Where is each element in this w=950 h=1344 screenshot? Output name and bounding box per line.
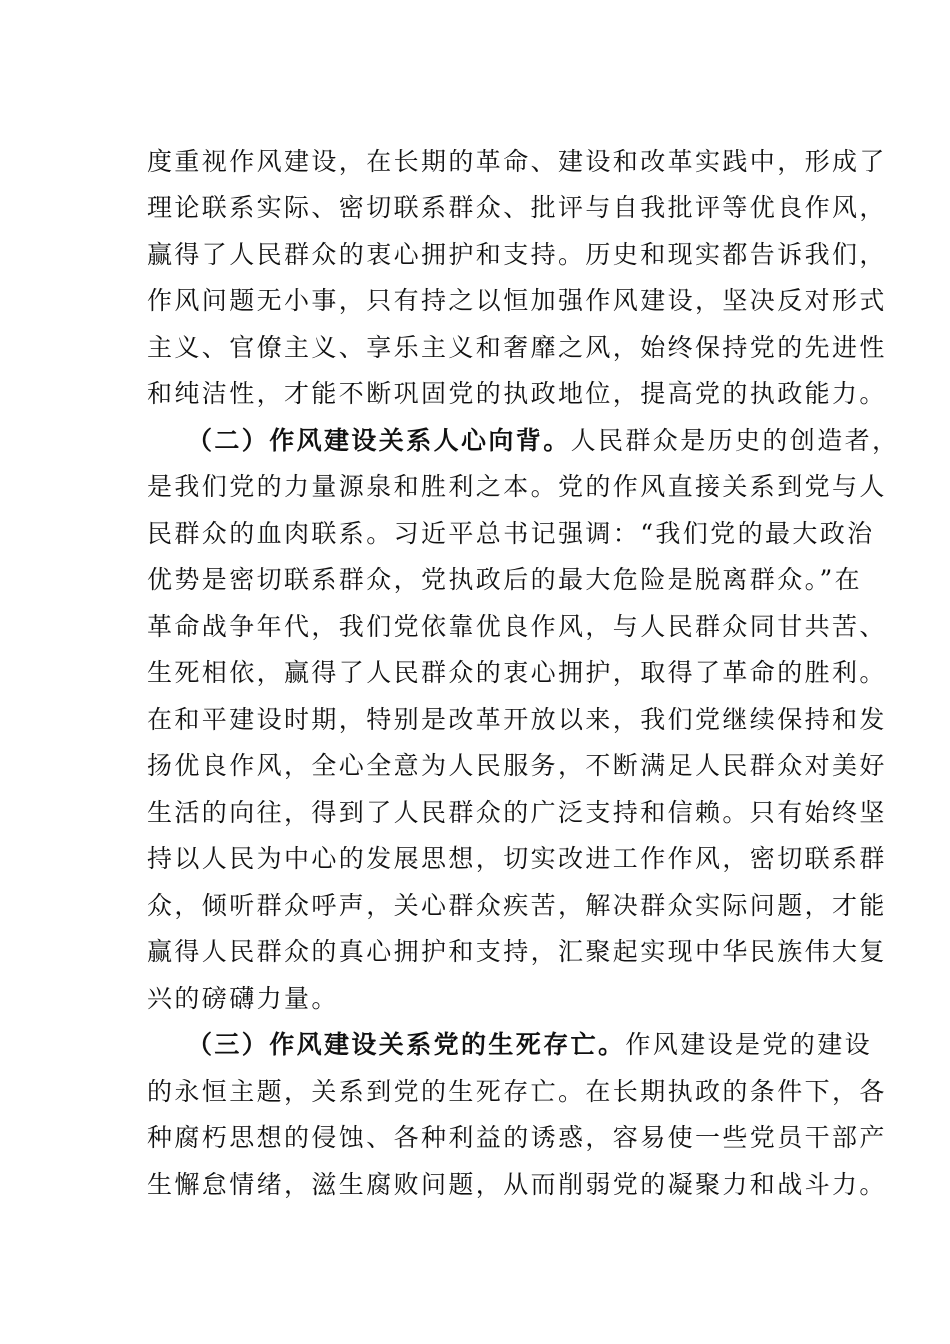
paragraph-2-line-5: 革命战争年代，我们党依靠优良作风，与人民群众同甘共苦、 <box>147 612 887 641</box>
paragraph-3-line-4: 生懈怠情绪，滋生腐败问题，从而削弱党的凝聚力和战斗力。 <box>147 1170 887 1199</box>
paragraph-2-line-7: 在和平建设时期，特别是改革开放以来，我们党继续保持和发 <box>147 705 887 734</box>
paragraph-2-line-11: 众，倾听群众呼声，关心群众疾苦，解决群众实际问题，才能 <box>147 891 887 920</box>
paragraph-2-line-6: 生死相依，赢得了人民群众的衷心拥护，取得了革命的胜利。 <box>147 658 887 687</box>
section-heading-2: （二）作风建设关系人心向背。 <box>187 426 571 455</box>
section-heading-3: （三）作风建设关系党的生死存亡。 <box>187 1030 626 1059</box>
paragraph-1-line-1: 度重视作风建设，在长期的革命、建设和改革实践中，形成了 <box>147 147 887 176</box>
paragraph-1-line-2: 理论联系实际、密切联系群众、批评与自我批评等优良作风， <box>147 193 887 222</box>
paragraph-2-line-3: 民群众的血肉联系。习近平总书记强调：“我们党的最大政治 <box>147 519 875 548</box>
paragraph-2-line-10: 持以人民为中心的发展思想，切实改进工作作风，密切联系群 <box>147 844 887 873</box>
paragraph-3-line-2: 的永恒主题，关系到党的生死存亡。在长期执政的条件下，各 <box>147 1077 887 1106</box>
paragraph-1-line-6: 和纯洁性，才能不断巩固党的执政地位，提高党的执政能力。 <box>147 379 887 408</box>
paragraph-2-line-12: 赢得人民群众的真心拥护和支持，汇聚起实现中华民族伟大复 <box>147 937 887 966</box>
paragraph-3-first-line <box>187 1022 873 1068</box>
paragraph-1-line-4: 作风问题无小事，只有持之以恒加强作风建设，坚决反对形式 <box>147 286 887 315</box>
paragraph-3-line-3: 种腐朽思想的侵蚀、各种利益的诱惑，容易使一些党员干部产 <box>147 1123 887 1152</box>
paragraph-1-line-5: 主义、官僚主义、享乐主义和奢靡之风，始终保持党的先进性 <box>147 333 887 362</box>
paragraph-2-line-8: 扬优良作风，全心全意为人民服务，不断满足人民群众对美好 <box>147 751 887 780</box>
paragraph-1-line-3: 赢得了人民群众的衷心拥护和支持。历史和现实都告诉我们， <box>147 240 887 269</box>
paragraph-2-line-13: 兴的磅礴力量。 <box>147 984 339 1013</box>
paragraph-2-first-line-text: 人民群众是历史的创造者， <box>570 426 900 455</box>
paragraph-2-line-2: 是我们党的力量源泉和胜利之本。党的作风直接关系到党与人 <box>147 472 887 501</box>
paragraph-2-line-9: 生活的向往，得到了人民群众的广泛支持和信赖。只有始终坚 <box>147 798 887 827</box>
paragraph-3-first-line-text: 作风建设是党的建设 <box>625 1030 873 1059</box>
paragraph-2-line-4: 优势是密切联系群众，党执政后的最大危险是脱离群众。”在 <box>147 565 863 594</box>
paragraph-2-first-line <box>187 418 900 464</box>
